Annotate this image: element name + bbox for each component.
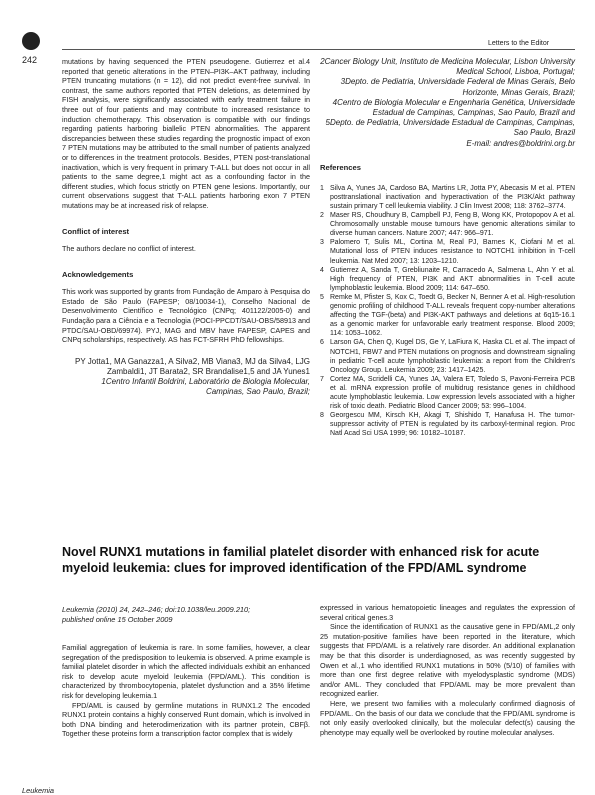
reference-item: 1 Silva A, Yunes JA, Cardoso BA, Martins LR, Jotta PY, Abecasis M et al. PTEN posttranslational inactivation and hyperactivation of the PI3K/Akt pathway sustain primary T cell leukemia viability. J Clin Invest 2008; 118: 3762–3774. — [320, 184, 575, 211]
affiliation-4: 4Centro de Biologia Molecular e Engenharia Genética, Universidade Estadual de Campinas, Campinas, Sao Paulo, Brazil and — [332, 97, 575, 118]
right-column — [320, 57, 575, 438]
article2-left-column — [62, 643, 310, 739]
reference-item: 2 Maser RS, Choudhury B, Campbell PJ, Feng B, Wong KK, Protopopov A et al. Chromosomally unstable mouse tumours have genomic alterations similar to diverse human cancers. Nature 2007; 447: 966–971. — [320, 212, 575, 238]
affiliation-1: 1Centro Infantil Boldrini, Laboratório de Biologia Molecular, Campinas, Sao Paulo, Brazil; — [101, 377, 310, 397]
conflict-text: The authors declare no conflict of interest. — [62, 244, 196, 254]
affiliation-3: 3Depto. de Pediatria, Universidade Federal de Minas Gerais, Belo Horizonte, Minas Gerais, Brazil; — [340, 77, 575, 97]
affiliation-2: 2Cancer Biology Unit, Instituto de Medicina Molecular, Lisbon University Medical School, Lisboa, Portugal; — [320, 57, 575, 77]
body-paragraph: Since the identification of RUNX1 as the causative gene in FPD/AML,2 only 25 mutation-positive families have been reported in the literature, which suggests that FPD/AML is a relatively rare disorder. An additional explanation may be that this disorder is underdiagnosed, as was recently suggested by Owen et al.,1 who identified RUNX1 mutations in 50% (5/10) of families with more than one first degree relative with myelodysplastic syndrome (MDS) and/or AML. They concluded that FPD/AML may be more prevalent than recognized earlier. — [320, 622, 575, 699]
article-citation — [62, 605, 312, 624]
citation-line-1: Leukemia (2010) 24, 242–246; doi:10.1038/leu.2009.210; — [62, 605, 251, 614]
conflict-heading: Conflict of interest — [62, 226, 130, 236]
section-label: Letters to the Editor — [488, 40, 550, 47]
reference-item: 7 Cortez MA, Scridelli CA, Yunes JA, Valera ET, Toledo S, Pavoni-Ferreira PCB et al. mRNA expression profile of multidrug resistance genes in childhood acute lymphoblastic leukemia. Low expression levels associated with a higher risk of toxic death. Pediatric Blood Cancer 2009; 53: 996–1004. — [320, 375, 575, 411]
body-paragraph: Here, we present two families with a molecularly confirmed diagnosis of FPD/AML. On the basis of our data we conclude that the FPD/AML syndrome is not only easily overlooked clinically, but the molecular defect(s) causing the phenotype may equally well be overlooked by routine molecular analyses. — [320, 698, 575, 737]
reference-item: 3 Palomero T, Sulis ML, Cortina M, Real PJ, Barnes K, Ciofani M et al. Mutational loss of PTEN induces resistance to NOTCH1 inhibition in T-cell leukemia. Nat Med 2007; 13: 1203–1210. — [320, 239, 575, 265]
citation-line-2: published online 15 October 2009 — [62, 614, 173, 624]
affiliation-5: 5Depto. de Pediatria, Universidade Estadual de Campinas, Campinas, Sao Paulo, Brazil — [325, 118, 575, 138]
reference-item: 8 Georgescu MM, Kirsch KH, Akagi T, Shishido T, Hanafusa H. The tumor-suppressor activity of PTEN is regulated by its carboxyl-terminal region. Proc Natl Acad Sci USA 1999; 96: 10182–10187. — [320, 412, 575, 438]
body-paragraph: expressed in various hematopoietic lineages and regulates the expression of several critical genes.3 — [320, 603, 575, 622]
page-number: 242 — [22, 55, 38, 65]
author-list: PY Jotta1, MA Ganazza1, A Silva2, MB Viana3, MJ da Silva4, LJG Zambaldi1, JT Barata2, SR Brandalise1,5 and JA Yunes1 — [75, 356, 310, 377]
reference-item: 5 Remke M, Pfister S, Kox C, Toedt G, Becker N, Benner A et al. High-resolution genomic profiling of childhood T-ALL reveals frequent copy-number alterations affecting the TGF-(beta) and PI3K-AKT pathways and deletions at 6q15-16.1 as a genomic marker for unfavorable early treatment response. Blood 2009; 114: 1053–1062. — [320, 293, 575, 338]
reference-list — [320, 184, 575, 439]
references-heading: References — [320, 162, 361, 172]
body-paragraph: FPD/AML is caused by germline mutations in RUNX1.2 The encoded RUNX1 protein contains a highly conserved Runt domain, which is involved in both DNA binding and heterodimerization with its partner protein, CBFβ. Together these proteins form a transcription factor complex that is widely — [62, 700, 310, 739]
journal-footer: Leukemia — [22, 786, 55, 795]
article2-right-column — [320, 603, 575, 737]
ack-text: This work was supported by grants from Fundação de Amparo à Pesquisa do Estado de São Paulo (FAPESP; 08/10034-1), Conselho Nacional de Desenvolvimento Científico e Tecnológico (CNPq; 401122/2005-0) and Fundação para a Ciência e a Tecnologia (POCI-PPCDT/SAU-OBS/58913 and PTDC/SAU-OBD/69974). PYJ, MAG and MBV have FAPESP, CAPES and CNPq scholarships, respectively. AS has FCT-SFRH PhD fellowships. — [62, 287, 310, 345]
reference-item: 4 Gutierrez A, Sanda T, Grebliunaite R, Carracedo A, Salmena L, Ahn Y et al. High frequency of PTEN, PI3K and AKT abnormalities in T-cell acute lymphoblastic leukemia. Blood 2009; 114: 647–650. — [320, 266, 575, 292]
body-paragraph: mutations by having sequenced the PTEN pseudogene. Gutierrez et al.4 reported that genetic alterations in the PTEN–PI3K–AKT pathway, including PTEN truncating mutations (n = 12), did not predict event-free survival. In contrast, the same authors reported that PTEN deletions, as determined by FISH analysis, were significantly associated with early treatment failure in three out of four patients and may contribute to increased resistance to induction chemotherapy. This observation is compatible with our findings regarding patients harboring biallelic PTEN abnormalities. The apparent discrepancies between these studies regarding the prognostic impact of exon 7 PTEN mutations may be attributed to the small number of patients analyzed or to differences in the treatment protocols. Besides, PTEN post-translational inactivation, which is very frequent in primary T-ALL but does not occur in all patients to the same degree,1 might act as a confounding factor in the different studies, which focus strictly on PTEN gene lesions. Importantly, our current observations suggest that T-ALL patients harboring exon 7 PTEN mutations may be at increased risk of relapse. — [62, 57, 310, 210]
header-rule — [62, 49, 575, 50]
ack-heading: Acknowledgements — [62, 269, 134, 279]
reference-item: 6 Larson GA, Chen Q, Kugel DS, Ge Y, LaFiura K, Haska CL et al. The impact of NOTCH1, FBW7 and PTEN mutations on prognosis and downstream signaling in pediatric T-cell acute lymphoblastic leukemia: a report from the Children's Oncology Group. Leukemia 2009; 23: 1417–1425. — [320, 339, 575, 374]
article-title: Novel RUNX1 mutations in familial platelet disorder with enhanced risk for acute myeloid leukemia: clues for improved identification of the FPD/AML syndrome — [62, 545, 540, 575]
npg-logo — [22, 32, 40, 50]
left-column — [62, 57, 310, 398]
body-paragraph: Familial aggregation of leukemia is rare. In some families, however, a clear segregation of the predisposition to leukemia is observed. A prime example is familial platelet disorder in which the affected individuals exhibit an enhanced risk to develop acute myeloid leukemia (FPD/AML). This condition is characterized by thrombocytopenia, platelet dysfunction and a 35% lifetime risk for developing leukemia.1 — [62, 643, 310, 700]
email-address: E-mail: andres@boldrini.org.br — [466, 138, 575, 148]
